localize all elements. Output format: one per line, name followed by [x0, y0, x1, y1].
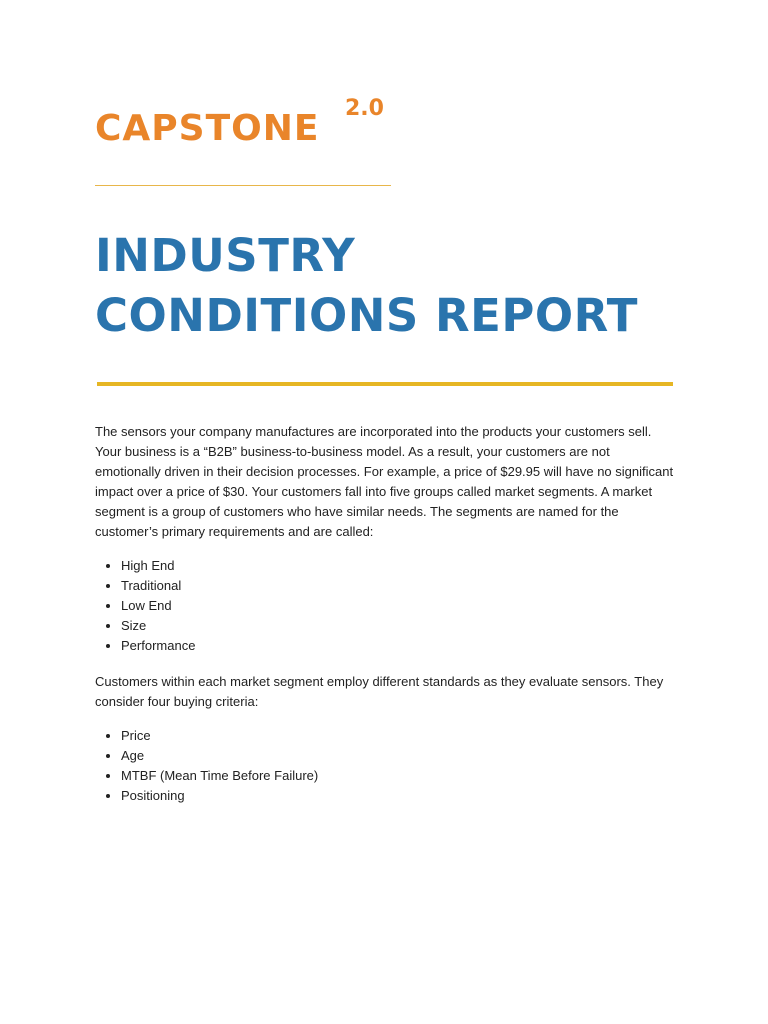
logo-version: 2.0: [345, 96, 384, 121]
title-line-1: INDUSTRY: [95, 229, 356, 282]
list-item: • Size: [121, 616, 675, 636]
segments-list: [95, 556, 675, 656]
list-item: • Traditional: [121, 576, 675, 596]
list-item: • Positioning: [121, 786, 675, 806]
intro-paragraph: The sensors your company manufactures are incorporated into the products your customers sell. Your business is a “B2B” business-to-business model. As a result, your customers are not emotionally driven in their decision processes. For example, a price of $29.95 will have no significant impact over a price of $30. Your customers fall into five groups called market segments. A market segment is a group of customers who have similar needs. The segments are named for the customer’s primary requirements and are called:: [95, 424, 674, 539]
title-divider: [97, 382, 673, 386]
title-line-2: CONDITIONS REPORT: [95, 289, 638, 342]
list-item: • High End: [121, 556, 675, 576]
short-divider: [95, 185, 391, 186]
page-title: [95, 226, 638, 346]
report-body: [95, 422, 675, 822]
criteria-list: [95, 726, 675, 806]
list-item: • Low End: [121, 596, 675, 616]
list-item: • Price: [121, 726, 675, 746]
criteria-paragraph: Customers within each market segment employ different standards as they evaluate sensors. They consider four buying criteria:: [95, 674, 664, 709]
list-item: • Performance: [121, 636, 675, 656]
logo-wordmark: CAPSTONE: [95, 108, 320, 149]
list-item: • MTBF (Mean Time Before Failure): [121, 766, 675, 786]
list-item: • Age: [121, 746, 675, 766]
